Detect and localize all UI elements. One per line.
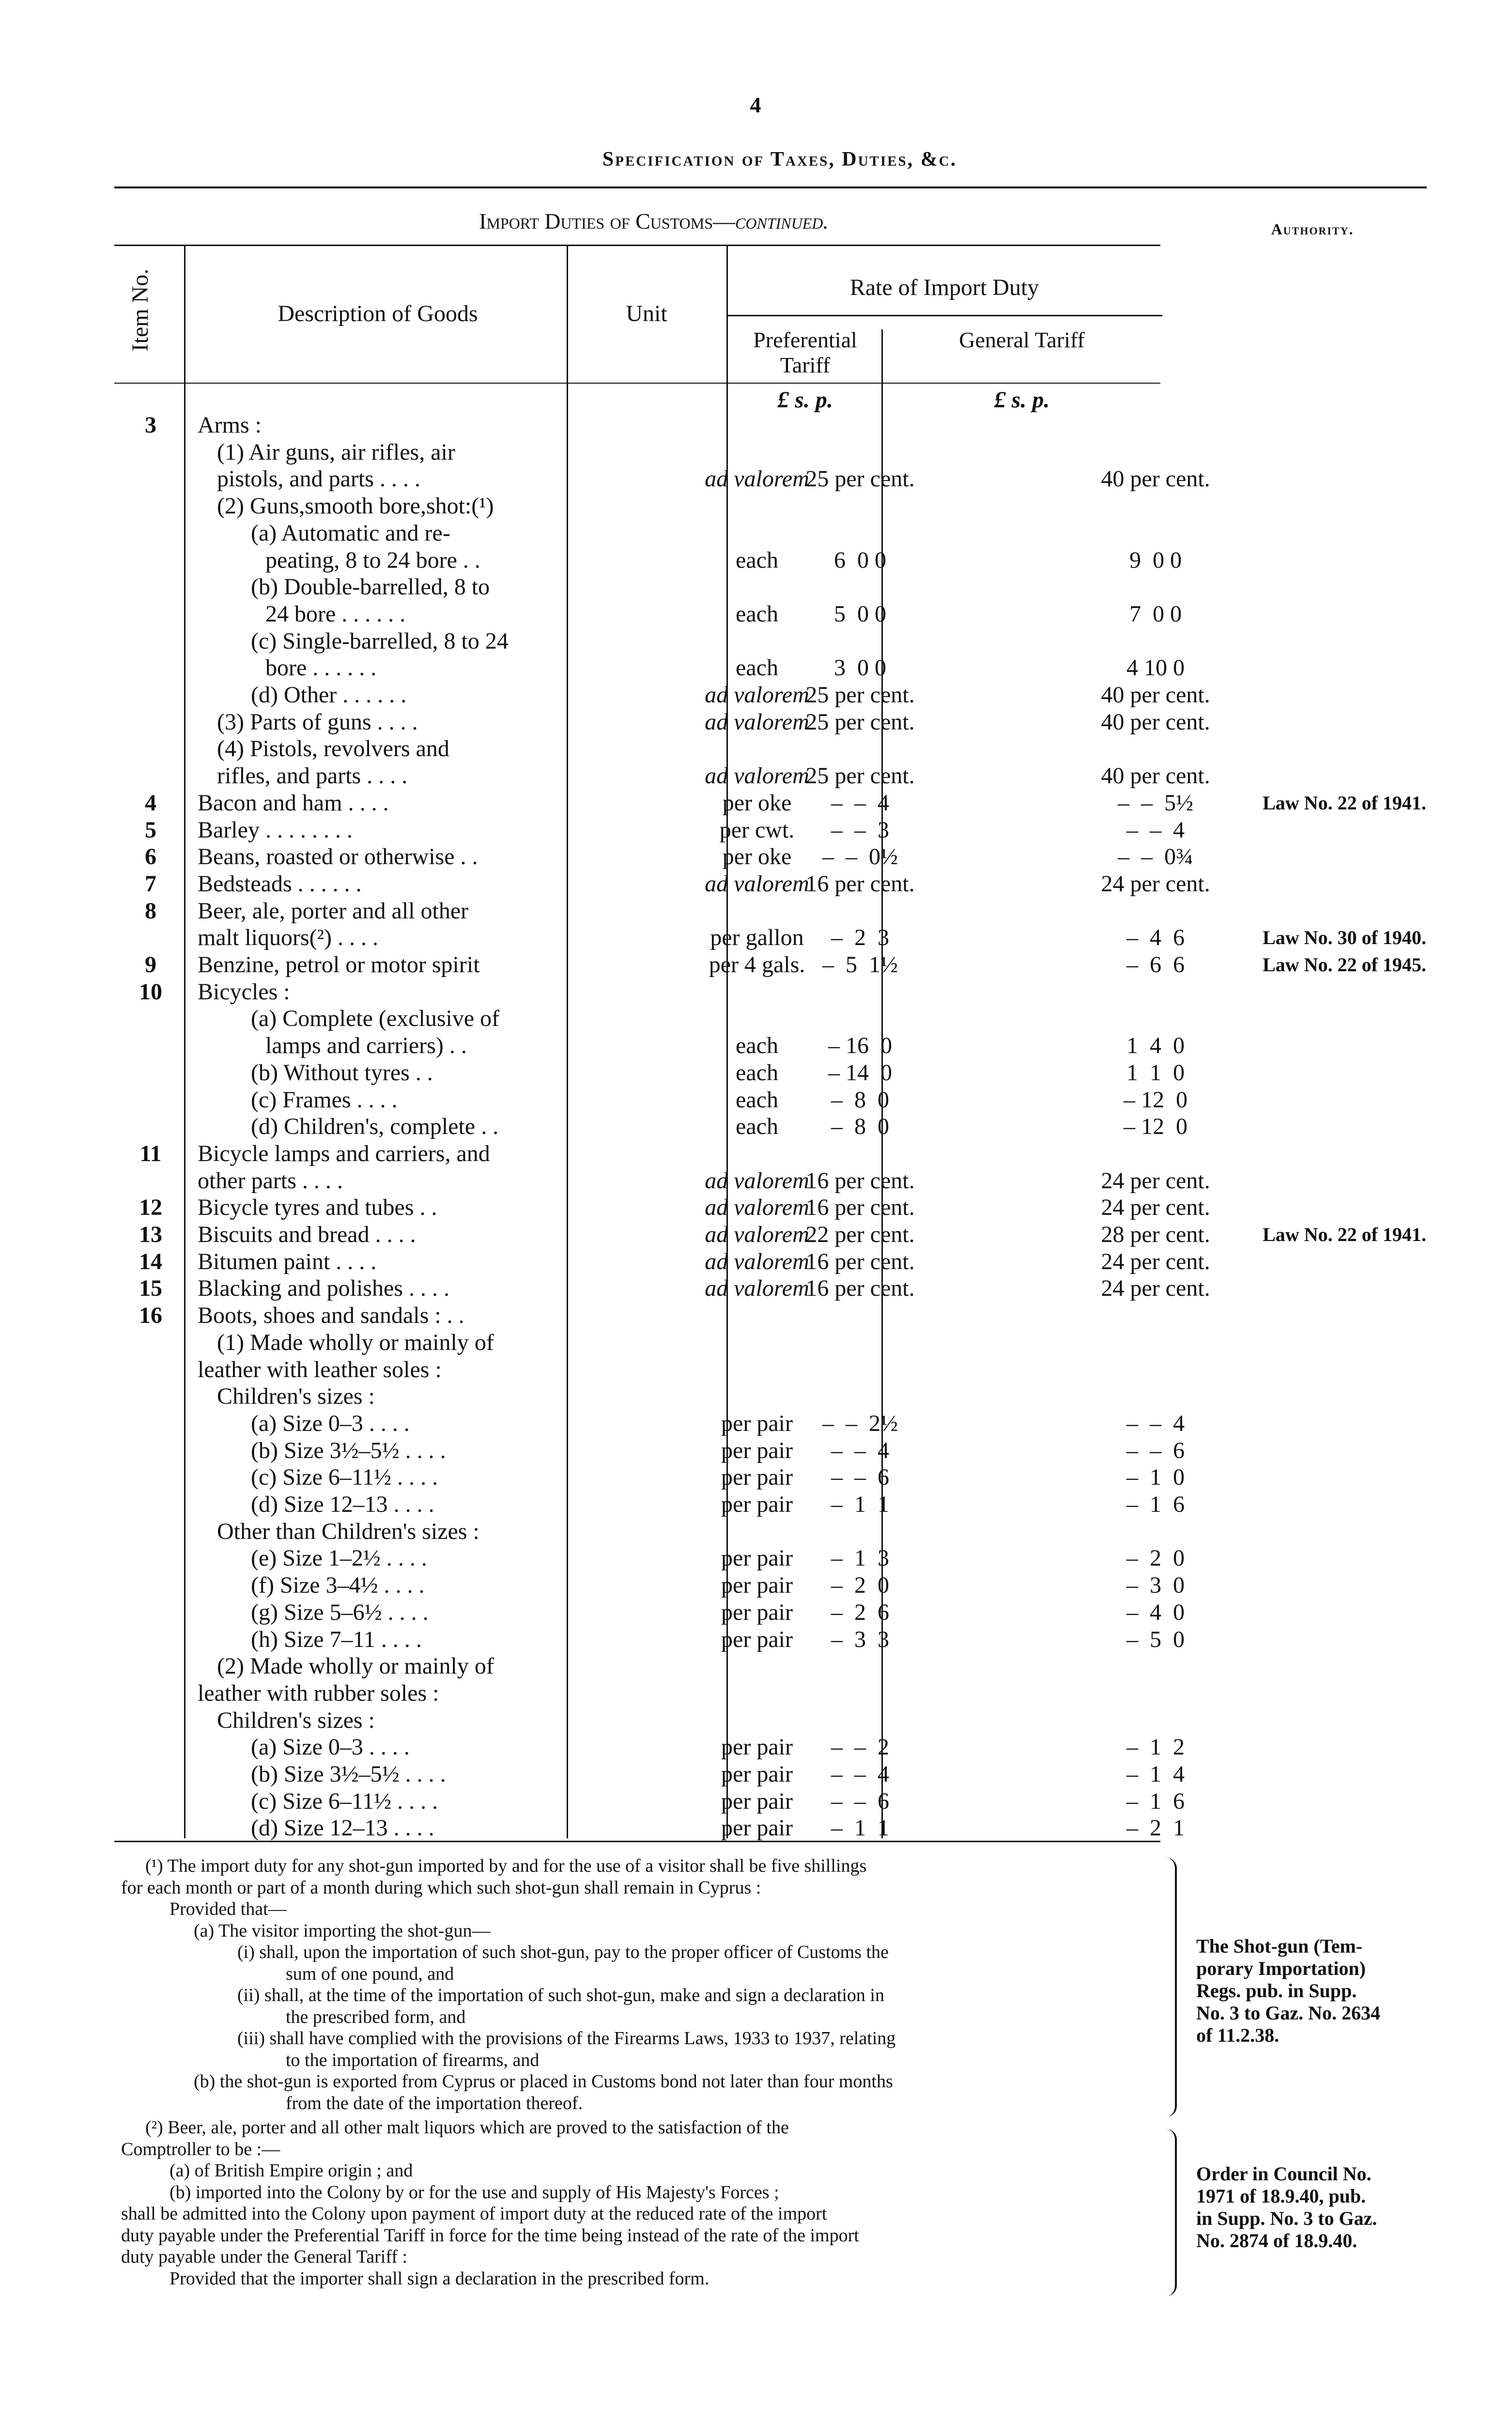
item-number: 10: [139, 978, 162, 1005]
item-number: 15: [139, 1275, 162, 1302]
general-rate: 1 4 0: [1126, 1033, 1185, 1059]
general-rate: – 1 0: [1126, 1464, 1185, 1490]
preferential-rate: 25 per cent.: [805, 682, 915, 708]
footnote-line: (a) of British Empire origin ; and: [170, 2160, 413, 2181]
authority-header: Authority.: [1271, 220, 1354, 238]
general-rate: – 5 0: [1126, 1626, 1185, 1652]
item-unit: per cwt.: [719, 817, 795, 843]
item-unit: per pair: [721, 1734, 793, 1760]
item-description: Blacking and polishes . . . .: [198, 1275, 449, 1302]
general-rate: – 4 0: [1126, 1599, 1185, 1625]
item-unit: each: [736, 601, 778, 627]
preferential-rate: 16 per cent.: [805, 1167, 915, 1194]
preferential-rate: – – 2½: [822, 1410, 898, 1436]
preferential-rate: – – 4: [831, 1437, 889, 1463]
item-description: (b) Without tyres . .: [251, 1059, 433, 1086]
table-row: [114, 817, 1422, 844]
item-unit: per oke: [722, 790, 792, 816]
header-rate: Rate of Import Duty: [849, 275, 1039, 300]
table-row: [114, 1680, 1422, 1707]
item-unit: per pair: [721, 1491, 793, 1517]
table-row: [114, 1005, 1422, 1032]
table-row: [114, 1707, 1422, 1734]
authority-citation: Law No. 22 of 1941.: [1263, 1224, 1426, 1245]
table-row: [114, 1788, 1422, 1815]
table-top-rule: [114, 245, 1160, 246]
header-unit: Unit: [626, 301, 667, 326]
general-rate: – 12 0: [1124, 1114, 1188, 1140]
item-unit: per gallon: [710, 925, 804, 951]
item-number: 3: [145, 412, 156, 438]
general-rate: 24 per cent.: [1101, 1248, 1210, 1274]
general-rate: – 3 0: [1126, 1572, 1185, 1599]
item-unit: each: [736, 1087, 778, 1113]
table-row: [114, 493, 1422, 520]
item-description: leather with rubber soles :: [198, 1680, 439, 1706]
item-description: Bedsteads . . . . . .: [198, 870, 362, 897]
item-description: (2) Guns,smooth bore,shot:(¹): [217, 493, 494, 519]
table-row: [114, 412, 1422, 439]
footnote-2-brace: [1162, 2129, 1177, 2296]
authority-citation: Law No. 30 of 1940.: [1263, 927, 1426, 949]
table-row: [114, 1653, 1422, 1680]
section-title: Import Duties of Customs—continued.: [479, 209, 829, 233]
table-row: [114, 735, 1422, 762]
footnote-line: Provided that the importer shall sign a declaration in the prescribed form.: [170, 2268, 710, 2289]
item-description: Arms :: [198, 412, 262, 438]
footnote-line: Regs. pub. in Supp.: [1196, 1980, 1357, 2002]
item-description: (d) Children's, complete . .: [251, 1114, 499, 1140]
footnote-line: shall be admitted into the Colony upon payment of import duty at the reduced rate of the import: [121, 2204, 827, 2224]
general-rate: 24 per cent.: [1101, 1195, 1210, 1221]
general-rate: – 1 6: [1126, 1491, 1185, 1517]
item-description: (d) Other . . . . . .: [251, 682, 407, 708]
item-description: (a) Automatic and re-: [251, 520, 450, 546]
footnote-line: (¹) The import duty for any shot-gun imported by and for the use of a visitor shall be five shillings: [145, 1856, 867, 1876]
preferential-rate: – 2 6: [831, 1599, 889, 1625]
item-description: (4) Pistols, revolvers and: [217, 736, 449, 762]
item-description: (c) Size 6–11½ . . . .: [251, 1464, 438, 1490]
currency-gen: £ s. p.: [994, 387, 1050, 413]
rate-header-rule: [726, 315, 1162, 316]
table-row: [114, 1410, 1422, 1437]
table-row: [114, 1167, 1422, 1195]
table-row: [114, 1113, 1422, 1140]
footnote-line: (ii) shall, at the time of the importation of such shot-gun, make and sign a declaration in: [237, 1985, 884, 2005]
preferential-rate: – 1 1: [831, 1815, 889, 1841]
table-row: [114, 628, 1422, 655]
item-description: (a) Size 0–3 . . . .: [251, 1410, 410, 1436]
footnote-line: from the date of the importation thereof.: [286, 2093, 583, 2113]
footnote-1-brace: [1162, 1858, 1177, 2117]
preferential-rate: 25 per cent.: [805, 763, 915, 789]
table-row: [114, 1599, 1422, 1626]
footnote-line: The Shot-gun (Tem-: [1196, 1935, 1363, 1957]
item-unit: per pair: [721, 1599, 793, 1625]
table-row: [114, 547, 1422, 574]
footnote-line: 1971 of 18.9.40, pub.: [1196, 2185, 1366, 2207]
preferential-rate: – – 2: [831, 1734, 889, 1760]
preferential-rate: 16 per cent.: [805, 1275, 915, 1302]
general-rate: 24 per cent.: [1101, 870, 1210, 897]
preferential-rate: 16 per cent.: [805, 1195, 915, 1221]
title-rule: [114, 186, 1427, 188]
item-description: bore . . . . . .: [265, 655, 377, 681]
item-description: (b) Double-barrelled, 8 to: [251, 574, 490, 600]
item-description: Bicycle tyres and tubes . .: [198, 1195, 437, 1221]
general-rate: – 1 6: [1126, 1788, 1185, 1814]
authority-citation: Law No. 22 of 1945.: [1263, 954, 1426, 976]
table-row: [114, 1815, 1422, 1842]
authority-citation: Law No. 22 of 1941.: [1263, 792, 1426, 814]
item-description: (a) Complete (exclusive of: [251, 1006, 500, 1032]
item-description: rifles, and parts . . . .: [217, 763, 408, 789]
item-description: 24 bore . . . . . .: [265, 601, 406, 627]
preferential-rate: – 3 3: [831, 1626, 889, 1652]
footnote-line: for each month or part of a month during which such shot-gun shall remain in Cyprus :: [121, 1877, 761, 1898]
item-unit: ad valorem: [705, 466, 809, 492]
item-unit: ad valorem: [705, 1275, 809, 1302]
item-description: Other than Children's sizes :: [217, 1518, 479, 1544]
item-unit: ad valorem: [705, 1195, 809, 1221]
preferential-rate: 16 per cent.: [805, 870, 915, 897]
item-description: pistols, and parts . . . .: [217, 466, 420, 492]
item-description: Children's sizes :: [217, 1383, 375, 1410]
item-description: (a) Size 0–3 . . . .: [251, 1734, 410, 1760]
item-description: (b) Size 3½–5½ . . . .: [251, 1761, 446, 1787]
item-description: lamps and carriers) . .: [265, 1033, 467, 1059]
general-rate: – 6 6: [1126, 952, 1185, 978]
preferential-rate: 16 per cent.: [805, 1248, 915, 1274]
preferential-rate: – – 0½: [822, 844, 898, 870]
footnote-line: (b) the shot-gun is exported from Cyprus or placed in Customs bond not later than four months: [194, 2071, 893, 2092]
item-unit: per pair: [721, 1437, 793, 1463]
item-description: Bicycle lamps and carriers, and: [198, 1140, 490, 1166]
table-row: [114, 1545, 1422, 1572]
item-description: Benzine, petrol or motor spirit: [198, 952, 480, 978]
preferential-rate: – 2 3: [831, 925, 889, 951]
table-row: [114, 1761, 1422, 1788]
item-description: (c) Frames . . . .: [251, 1087, 398, 1113]
item-unit: each: [736, 547, 778, 573]
general-rate: – 1 4: [1126, 1761, 1185, 1787]
table-row: [114, 1572, 1422, 1599]
item-number: 7: [145, 870, 156, 897]
table-row: [114, 843, 1422, 870]
item-description: (1) Air guns, air rifles, air: [217, 439, 455, 465]
item-unit: ad valorem: [705, 763, 809, 789]
table-row: [114, 898, 1422, 925]
general-rate: 9 0 0: [1129, 547, 1182, 573]
general-rate: 1 1 0: [1126, 1059, 1185, 1086]
preferential-rate: – 2 0: [831, 1572, 889, 1599]
general-rate: – 2 0: [1126, 1545, 1185, 1571]
item-number: 14: [139, 1248, 162, 1274]
table-row: [114, 1087, 1422, 1114]
footnote-line: No. 2874 of 18.9.40.: [1196, 2230, 1358, 2251]
table-row: [114, 682, 1422, 709]
preferential-rate: – 1 3: [831, 1545, 889, 1571]
table-row: [114, 1518, 1422, 1545]
preferential-rate: – – 6: [831, 1464, 889, 1490]
preferential-rate: – – 4: [831, 790, 889, 816]
footnote-line: (iii) shall have complied with the provisions of the Firearms Laws, 1933 to 1937, relating: [237, 2028, 896, 2049]
item-description: Bitumen paint . . . .: [198, 1248, 377, 1274]
item-description: malt liquors(²) . . . .: [198, 925, 379, 951]
footnote-line: No. 3 to Gaz. No. 2634: [1196, 2002, 1380, 2024]
item-number: 5: [145, 817, 156, 843]
footnote-line: duty payable under the General Tariff :: [121, 2247, 408, 2267]
item-unit: ad valorem: [705, 1248, 809, 1274]
footnote-line: sum of one pound, and: [286, 1963, 454, 1984]
page-title: Specification of Taxes, Duties, &c.: [602, 148, 957, 171]
table-row: [114, 870, 1422, 898]
preferential-rate: – 8 0: [831, 1114, 889, 1140]
item-unit: each: [736, 1059, 778, 1086]
general-rate: 24 per cent.: [1101, 1167, 1210, 1194]
general-rate: 40 per cent.: [1101, 709, 1210, 735]
table-row: [114, 790, 1426, 817]
item-unit: ad valorem: [705, 1167, 809, 1194]
item-description: Biscuits and bread . . . .: [198, 1222, 416, 1247]
preferential-rate: – 1 1: [831, 1491, 889, 1517]
table-row: [114, 762, 1422, 790]
item-number: 6: [145, 844, 156, 870]
item-unit: per pair: [721, 1788, 793, 1814]
table-row: [114, 924, 1426, 951]
item-number: 16: [139, 1303, 162, 1329]
item-description: (f) Size 3–4½ . . . .: [251, 1572, 425, 1599]
table-row: [114, 1626, 1422, 1653]
preferential-rate: 3 0 0: [834, 655, 886, 681]
header-preferential: Preferential Tariff: [753, 327, 857, 377]
item-description: (g) Size 5–6½ . . . .: [251, 1599, 429, 1625]
header-bottom-rule: [114, 383, 1160, 384]
preferential-rate: 5 0 0: [834, 601, 886, 627]
item-description: other parts . . . .: [198, 1167, 343, 1194]
preferential-rate: – 8 0: [831, 1087, 889, 1113]
footnote-line: (b) imported into the Colony by or for the use and supply of His Majesty's Forces ;: [170, 2182, 779, 2203]
item-unit: per pair: [721, 1545, 793, 1571]
item-description: Beer, ale, porter and all other: [198, 898, 469, 924]
item-number: 4: [145, 790, 156, 816]
preferential-rate: – 5 1½: [822, 952, 898, 978]
item-description: (b) Size 3½–5½ . . . .: [251, 1437, 446, 1463]
item-description: leather with leather soles :: [198, 1356, 442, 1382]
header-general: General Tariff: [959, 327, 1085, 352]
table-row: [114, 1059, 1422, 1087]
table-row: [114, 1248, 1422, 1275]
item-description: (c) Size 6–11½ . . . .: [251, 1788, 438, 1814]
table-row: [114, 1302, 1422, 1329]
item-unit: each: [736, 1033, 778, 1059]
table-row: [114, 520, 1422, 547]
general-rate: 28 per cent.: [1101, 1222, 1210, 1247]
item-unit: per pair: [721, 1761, 793, 1787]
item-unit: each: [736, 655, 778, 681]
table-row: [114, 654, 1422, 682]
table-row: [114, 601, 1422, 628]
general-rate: 40 per cent.: [1101, 466, 1210, 492]
table-row: [114, 466, 1422, 493]
item-description: Children's sizes :: [217, 1707, 375, 1733]
general-rate: – 12 0: [1124, 1087, 1188, 1113]
item-unit: ad valorem: [705, 1222, 809, 1247]
item-unit: per pair: [721, 1626, 793, 1652]
preferential-rate: – – 3: [831, 817, 889, 843]
preferential-rate: – 14 0: [828, 1059, 892, 1086]
preferential-rate: – – 6: [831, 1788, 889, 1814]
table-row: [114, 1032, 1422, 1059]
item-unit: per pair: [721, 1464, 793, 1490]
footnote-line: to the importation of firearms, and: [286, 2049, 540, 2070]
general-rate: – – 4: [1126, 817, 1185, 843]
item-description: Bicycles :: [198, 978, 290, 1005]
table-row: [114, 1275, 1422, 1302]
item-unit: each: [736, 1114, 778, 1140]
item-unit: per pair: [721, 1815, 793, 1841]
footnote-line: (i) shall, upon the importation of such shot-gun, pay to the proper officer of Customs the: [237, 1942, 889, 1962]
general-rate: – 4 6: [1126, 925, 1185, 951]
table-row: [114, 1464, 1422, 1491]
item-description: (1) Made wholly or mainly of: [217, 1329, 494, 1355]
item-description: Bacon and ham . . . .: [198, 790, 389, 816]
currency-pref: £ s. p.: [777, 387, 833, 413]
table-row: [114, 1140, 1422, 1167]
footnote-line: of 11.2.38.: [1196, 2024, 1280, 2046]
item-number: 12: [139, 1195, 162, 1221]
item-description: (e) Size 1–2½ . . . .: [251, 1545, 427, 1571]
item-unit: per pair: [721, 1572, 793, 1599]
item-description: Beans, roasted or otherwise . .: [198, 844, 478, 870]
general-rate: 40 per cent.: [1101, 763, 1210, 789]
table-row: [114, 1734, 1422, 1761]
footnote-line: Provided that—: [170, 1899, 287, 1919]
general-rate: 24 per cent.: [1101, 1275, 1210, 1302]
table-row: [114, 1437, 1422, 1464]
table-row: [114, 978, 1422, 1006]
item-unit: ad valorem: [705, 682, 809, 708]
general-rate: – – 5½: [1118, 790, 1193, 816]
header-item-no: Item No.: [127, 268, 153, 352]
item-number: 8: [145, 898, 156, 924]
item-description: (h) Size 7–11 . . . .: [251, 1626, 422, 1652]
footnote-line: the prescribed form, and: [286, 2006, 466, 2027]
footnote-line: porary Importation): [1196, 1957, 1366, 1979]
footnote-line: Comptroller to be :—: [121, 2139, 280, 2159]
table-row: [114, 1221, 1426, 1248]
table-row: [114, 1329, 1422, 1356]
preferential-rate: – – 4: [831, 1761, 889, 1787]
item-description: (2) Made wholly or mainly of: [217, 1653, 494, 1679]
preferential-rate: 6 0 0: [834, 547, 886, 573]
general-rate: 7 0 0: [1129, 601, 1182, 627]
header-description: Description of Goods: [278, 301, 478, 326]
table-row: [114, 1356, 1422, 1383]
item-description: (3) Parts of guns . . . .: [217, 709, 418, 735]
item-description: Barley . . . . . . . .: [198, 817, 353, 843]
item-description: (d) Size 12–13 . . . .: [251, 1491, 434, 1517]
footnote-line: in Supp. No. 3 to Gaz.: [1196, 2207, 1377, 2229]
preferential-rate: 25 per cent.: [805, 466, 915, 492]
footnote-line: duty payable under the Preferential Tariff in force for the time being instead of the rate of the import: [121, 2225, 859, 2246]
footnote-line: (²) Beer, ale, porter and all other malt liquors which are proved to the satisfaction of the: [145, 2117, 789, 2138]
item-unit: per oke: [722, 844, 792, 870]
general-rate: 40 per cent.: [1101, 682, 1210, 708]
table-row: [114, 709, 1422, 736]
item-number: 13: [139, 1222, 162, 1247]
item-description: Boots, shoes and sandals : . .: [198, 1303, 464, 1329]
table-row: [114, 439, 1422, 466]
item-number: 11: [139, 1140, 162, 1166]
general-rate: 4 10 0: [1126, 655, 1185, 681]
footnote-line: Order in Council No.: [1196, 2163, 1372, 2185]
footnote-line: (a) The visitor importing the shot-gun—: [194, 1920, 491, 1941]
general-rate: – – 6: [1126, 1437, 1185, 1463]
item-unit: per 4 gals.: [709, 952, 805, 978]
preferential-rate: – 16 0: [828, 1033, 892, 1059]
table-row: [114, 574, 1422, 601]
item-unit: ad valorem: [705, 870, 809, 897]
item-description: (d) Size 12–13 . . . .: [251, 1815, 434, 1841]
general-rate: – 2 1: [1126, 1815, 1185, 1841]
preferential-rate: 25 per cent.: [805, 709, 915, 735]
preferential-rate: 22 per cent.: [805, 1222, 915, 1247]
item-unit: ad valorem: [705, 709, 809, 735]
general-rate: – 1 2: [1126, 1734, 1185, 1760]
general-rate: – – 0¾: [1118, 844, 1193, 870]
table-row: [114, 1194, 1422, 1221]
general-rate: – – 4: [1126, 1410, 1185, 1436]
table-row: [114, 951, 1426, 978]
item-description: (c) Single-barrelled, 8 to 24: [251, 628, 509, 654]
item-unit: per pair: [721, 1410, 793, 1436]
page-number: 4: [750, 93, 761, 117]
item-description: peating, 8 to 24 bore . .: [265, 547, 480, 573]
item-number: 9: [145, 952, 156, 978]
table-row: [114, 1383, 1422, 1410]
table-row: [114, 1491, 1422, 1518]
